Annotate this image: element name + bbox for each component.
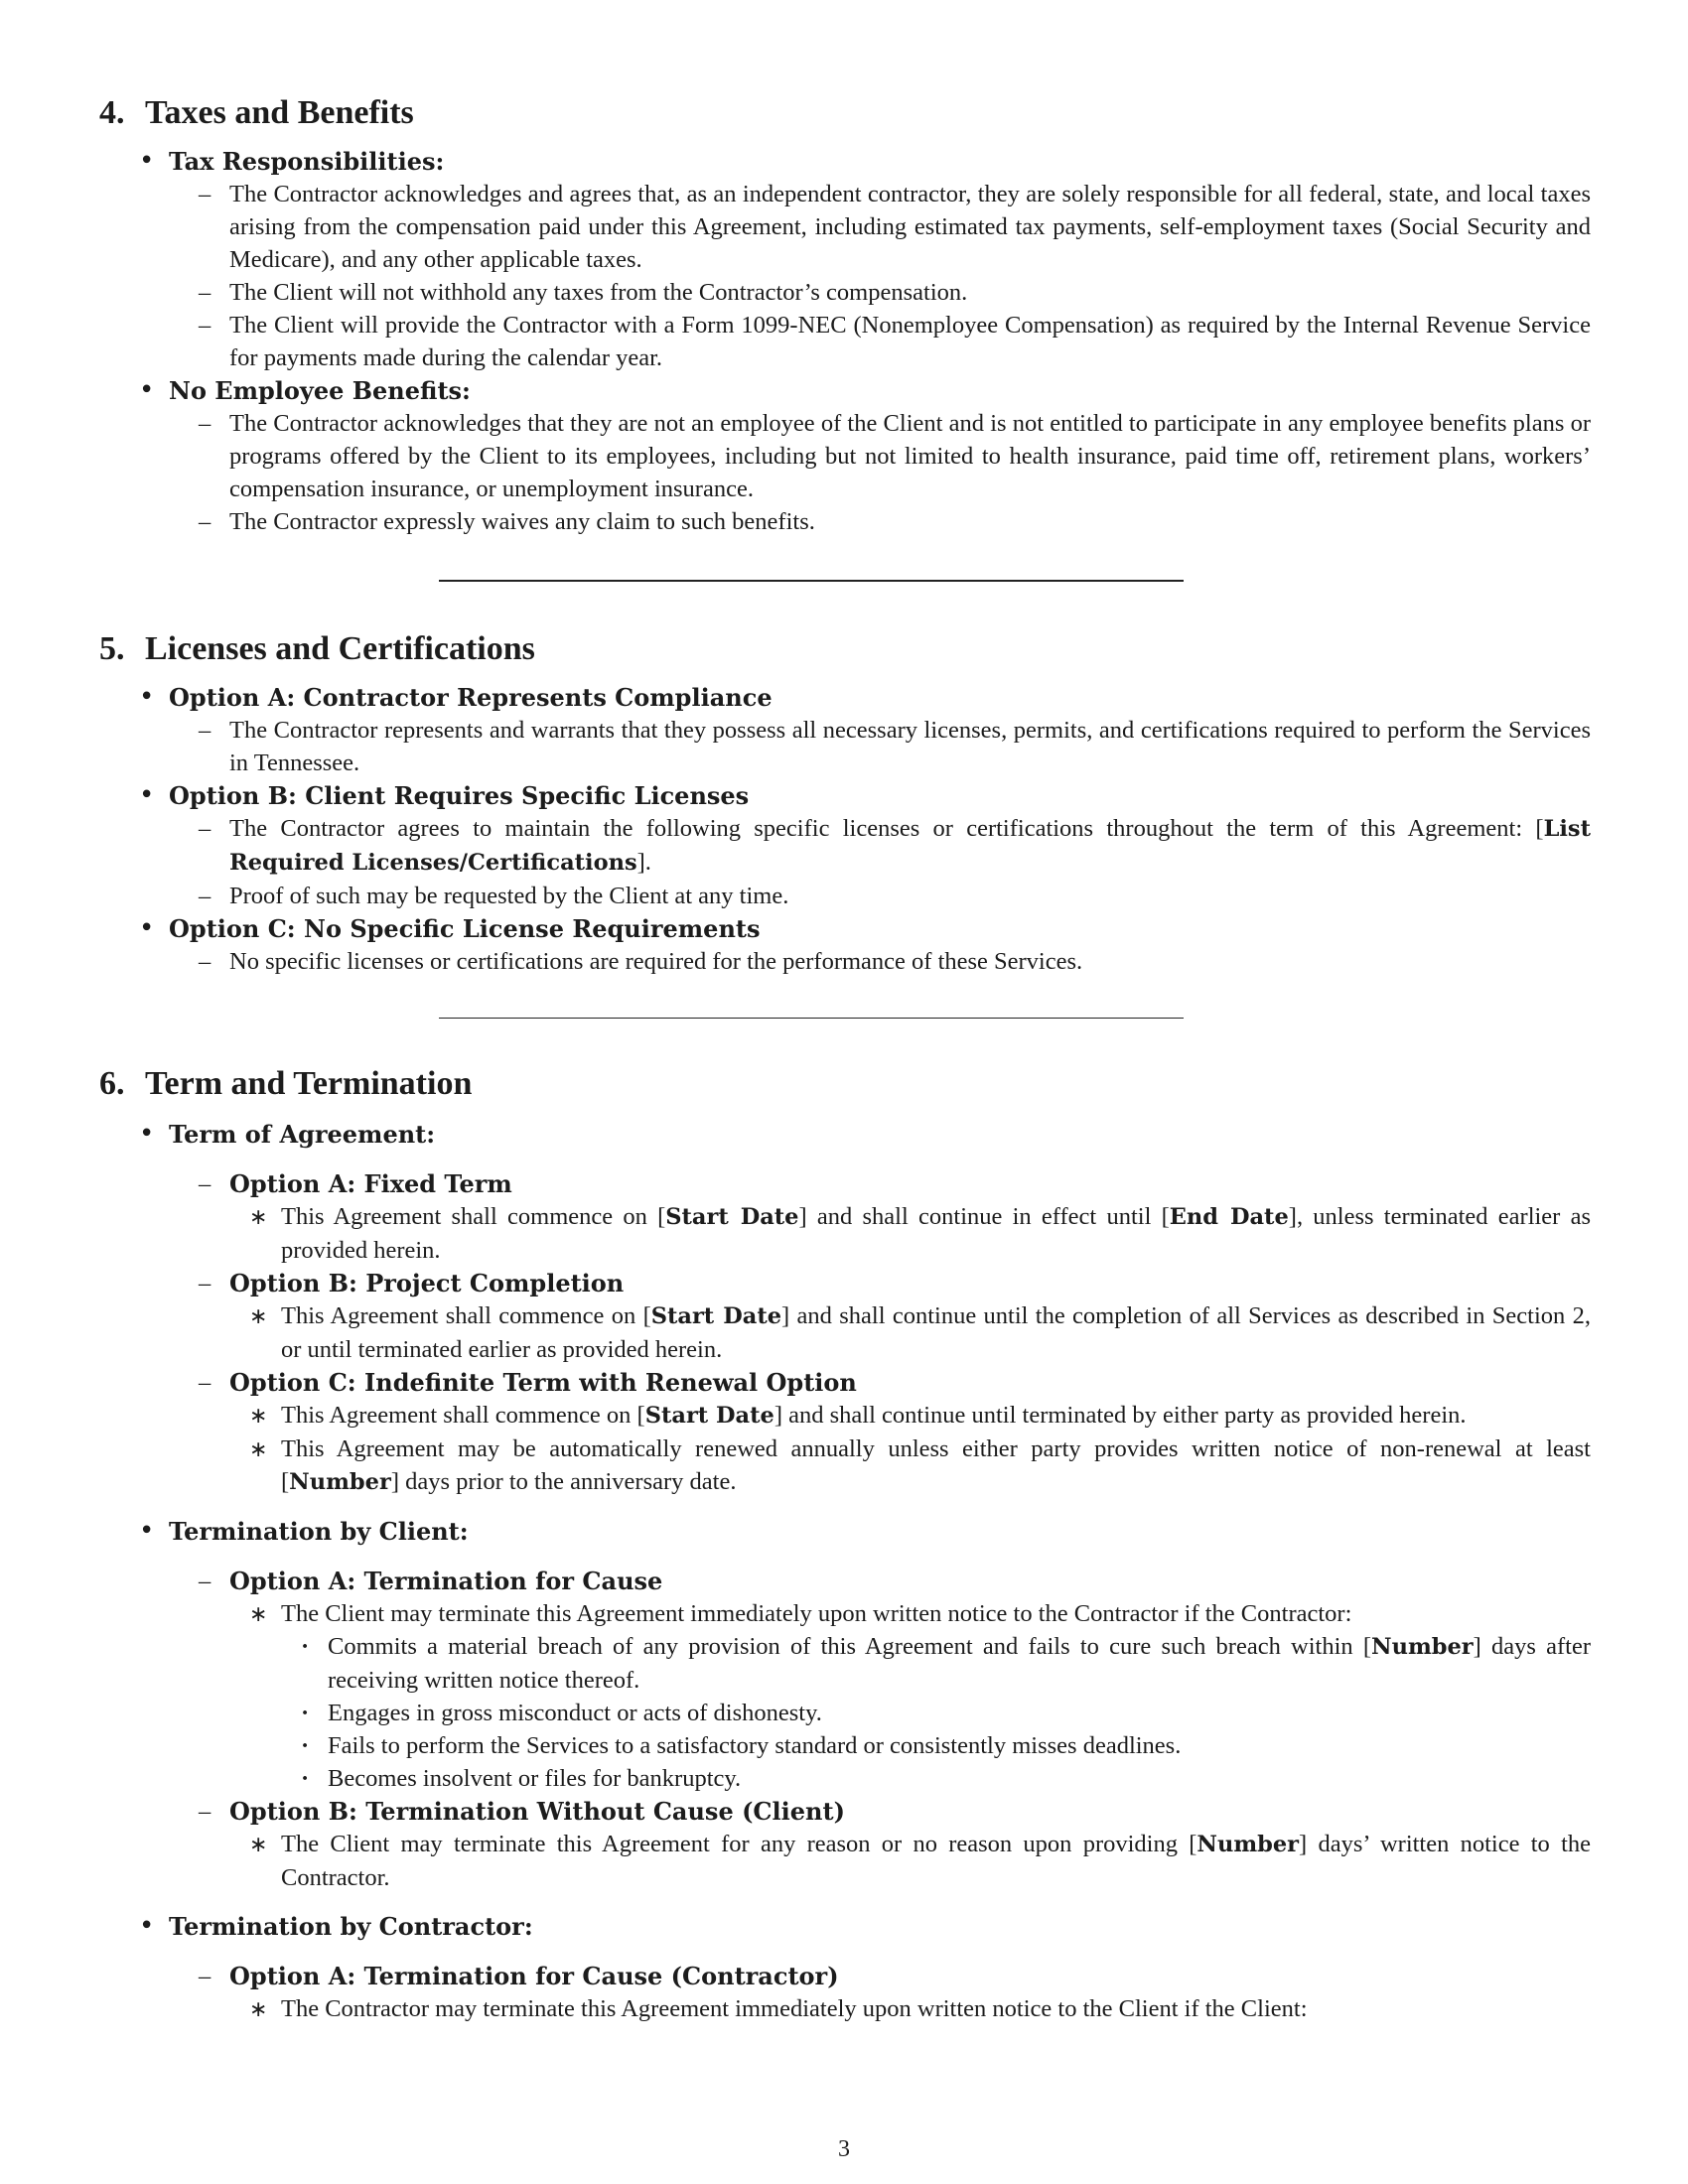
list-item (169, 1267, 1591, 1366)
list-item (99, 1910, 1591, 2025)
item-label: • Tax Responsibilities: (169, 147, 445, 176)
list-item: · Engages in gross misconduct or acts of dishonesty. (281, 1697, 1591, 1729)
list-item: – The Contractor represents and warrants that they possess all necessary licenses, permits, and certifications required to perform the Services in Tennessee. (169, 714, 1591, 779)
list-item: – The Client will provide the Contractor with a Form 1099-NEC (Nonemployee Compensation) as required by the Internal Revenue Service for payments made during the calendar year. (169, 309, 1591, 374)
option-label: – Option B: Project Completion (229, 1269, 625, 1297)
option-label: – Option A: Termination for Cause (Contractor) (229, 1962, 839, 1990)
placeholder: Number (1371, 1634, 1474, 1660)
placeholder: Start Date (644, 1403, 774, 1429)
list-item: – The Client will not withhold any taxes from the Contractor’s compensation. (169, 276, 1591, 309)
section-heading: 6. Term and Termination (99, 1065, 473, 1102)
section-heading: 4. Taxes and Benefits (99, 94, 414, 131)
placeholder: Start Date (665, 1204, 799, 1230)
placeholder: Number (289, 1469, 391, 1495)
section-divider (439, 1018, 1184, 1019)
item-label: • Option A: Contractor Represents Compliance (169, 683, 773, 712)
list-item: · Commits a material breach of any provision of this Agreement and fails to cure such breach within [Number] days after receiving written notice thereof. (281, 1630, 1591, 1697)
list-item (99, 681, 1591, 779)
list-item: · Fails to perform the Services to a satisfactory standard or consistently misses deadlines. (281, 1729, 1591, 1762)
item-label: • Termination by Client: (169, 1517, 469, 1546)
list-item (169, 1795, 1591, 1894)
list-item (169, 1960, 1591, 2025)
placeholder: Start Date (650, 1303, 782, 1329)
list-item: ∗ The Contractor may terminate this Agreement immediately upon written notice to the Client if the Client: (229, 1992, 1591, 2025)
list-item: · Becomes insolvent or files for bankruptcy. (281, 1762, 1591, 1795)
list-item (99, 374, 1591, 538)
list-item: – No specific licenses or certifications are required for the performance of these Services. (169, 945, 1591, 978)
list-item: – The Contractor acknowledges that they are not an employee of the Client and is not entitled to participate in any employee benefits plans or programs offered by the Client to its employees, including but not limited to health insurance, paid time off, retirement plans, workers’ compensation insurance, or unemployment insurance. (169, 407, 1591, 505)
list-item: ∗ This Agreement may be automatically renewed annually unless either party provides written notice of non-renewal at least [Number] days prior to the anniversary date. (229, 1433, 1591, 1499)
list-item (99, 1515, 1591, 1910)
document-page (99, 91, 1591, 2025)
item-label: • No Employee Benefits: (169, 376, 471, 405)
option-label: – Option A: Fixed Term (229, 1169, 512, 1198)
list-item (99, 779, 1591, 912)
list-item: – The Contractor expressly waives any claim to such benefits. (169, 505, 1591, 538)
placeholder: End Date (1169, 1204, 1289, 1230)
list-item (169, 1167, 1591, 1267)
list-item (99, 912, 1591, 978)
list-item (169, 1366, 1591, 1499)
list-item (169, 1565, 1591, 1795)
placeholder: Number (1196, 1832, 1300, 1857)
list-item (99, 145, 1591, 374)
list-item: ∗ This Agreement shall commence on [Start Date] and shall continue until the completion of all Services as described in Section 2, or until terminated earlier as provided herein. (229, 1299, 1591, 1366)
list-item (99, 1118, 1591, 1515)
option-label: – Option A: Termination for Cause (229, 1567, 663, 1595)
section-heading: 5. Licenses and Certifications (99, 630, 535, 667)
placeholder: List Required Licenses/Certifications (229, 816, 1591, 876)
list-item: ∗ The Client may terminate this Agreement immediately upon written notice to the Contractor if the Contractor: · Commits a material breach of any provision of this Agreement and fails to cure such breach within [Number] days after receiving written notice thereof. · Engages in gross misconduct or acts of dishonesty. · Fails to perform the Services to a satisfactory standard or consistently misses deadlines. · Becomes insolvent or files for bankruptcy. (229, 1597, 1591, 1795)
option-label: – Option C: Indefinite Term with Renewal Option (229, 1368, 857, 1397)
list-item: ∗ This Agreement shall commence on [Start Date] and shall continue until terminated by either party as provided herein. (229, 1399, 1591, 1433)
list-item: – Proof of such may be requested by the Client at any time. (169, 880, 1591, 912)
item-label: • Option C: No Specific License Requirements (169, 914, 761, 943)
list-item: ∗ The Client may terminate this Agreement for any reason or no reason upon providing [Number] days’ written notice to the Contractor. (229, 1828, 1591, 1894)
item-label: • Option B: Client Requires Specific Licenses (169, 781, 750, 810)
option-label: – Option B: Termination Without Cause (Client) (229, 1797, 845, 1826)
page-number: 3 (838, 2136, 850, 2162)
item-label: • Term of Agreement: (169, 1120, 436, 1149)
item-label: • Termination by Contractor: (169, 1912, 533, 1941)
section-divider (439, 580, 1184, 582)
list-item: – The Contractor acknowledges and agrees that, as an independent contractor, they are solely responsible for all federal, state, and local taxes arising from the compensation paid under this Agreement, including estimated tax payments, self-employment taxes (Social Security and Medicare), and any other applicable taxes. (169, 178, 1591, 276)
list-item: – The Contractor agrees to maintain the following specific licenses or certifications throughout the term of this Agreement: [List Required Licenses/Certifications]. (169, 812, 1591, 880)
list-item: ∗ This Agreement shall commence on [Start Date] and shall continue in effect until [End Date], unless terminated earlier as provided herein. (229, 1200, 1591, 1267)
